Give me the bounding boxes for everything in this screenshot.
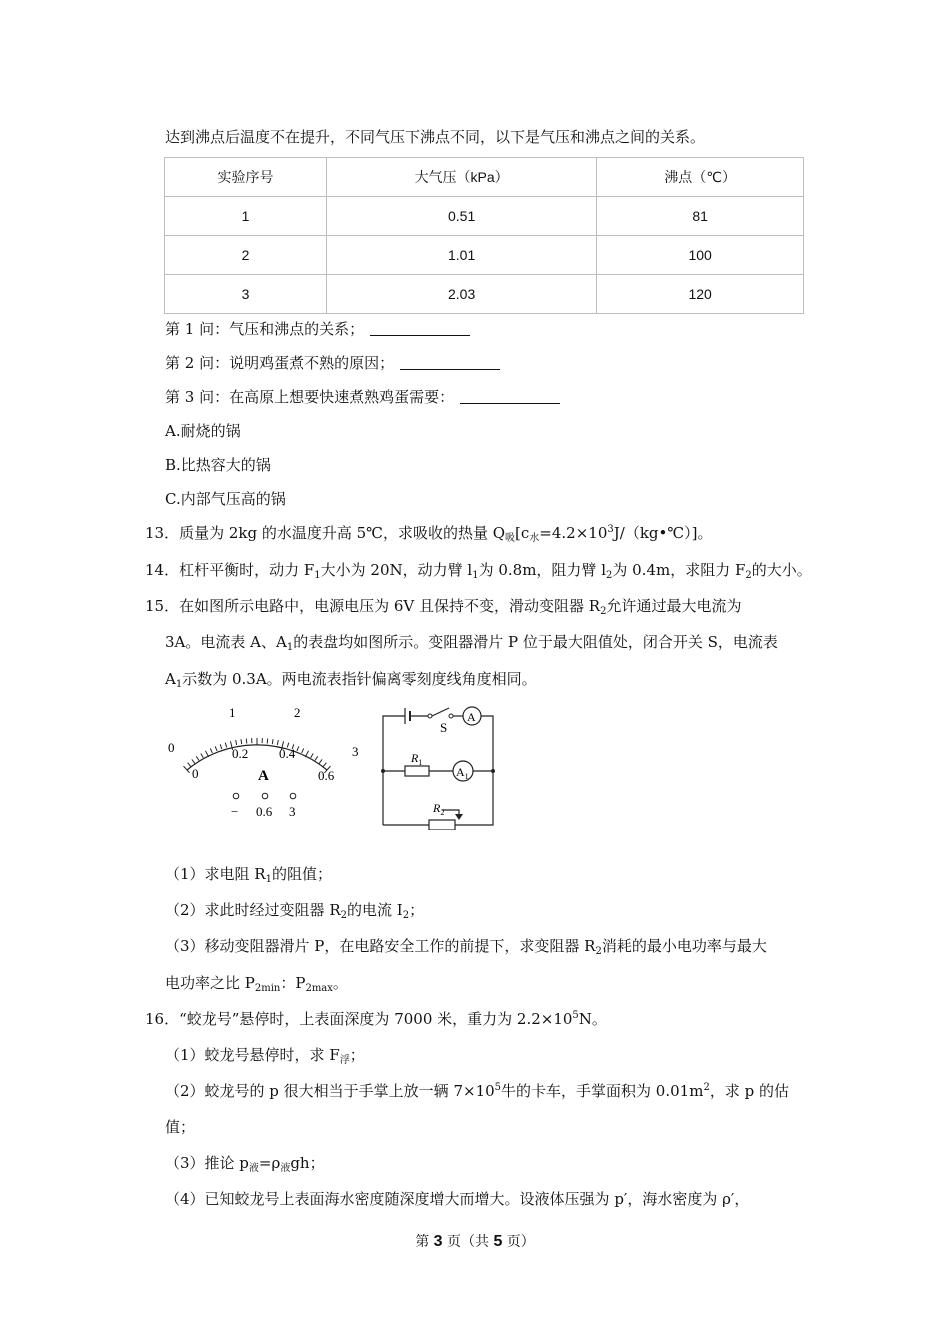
top-scale-label: 0: [168, 740, 175, 755]
table-cell: 0.51: [326, 197, 596, 236]
question-14: 14．杠杆平衡时，动力 $F_1$大小为 20N，动力臂 $l_1$为 0.8m，阻力臂 $l_2$为 0.4m，求阻力 $F_2$的大小。: [145, 561, 812, 581]
table-header-row: [165, 158, 804, 197]
dial-tick: [272, 739, 273, 744]
dial-tick: [196, 756, 199, 760]
ammeter-dial-figure: [162, 700, 362, 825]
switch-blade: [432, 708, 449, 716]
meter-unit-label: A: [258, 768, 269, 784]
r1-label: $R_1$: [411, 751, 423, 767]
dial-tick: [192, 759, 195, 763]
table-row: [165, 236, 804, 275]
page-footer: 第 3 页（共 5 页）: [415, 1233, 535, 1250]
table-cell: 120: [597, 275, 804, 314]
r2-label: $R_2$: [433, 801, 445, 817]
dial-tick: [319, 759, 322, 763]
option-b: B.比热容大的锅: [165, 456, 271, 474]
table-cell: 1: [165, 197, 327, 236]
dial-tick: [220, 744, 222, 749]
dial-tick: [236, 740, 237, 745]
top-scale-label: 1: [229, 705, 236, 720]
q16-part2-line1: （2）蛟龙号的 p 很大相当于手掌上放一辆 $7\times 10^5$牛的卡车，手掌面积为 $0.01m^2$，求 p 的估: [165, 1082, 789, 1100]
q16-part3: （3）推论 $p_液=\rho_液gh$；: [165, 1154, 325, 1174]
dial-tick: [241, 739, 242, 744]
dial-tick: [297, 746, 299, 751]
question-13: 13．质量为 2kg 的水温度升高 5℃，求吸收的热量 $Q_吸[c_水=4.2\times 10^3J/(kg•℃)]$。: [145, 524, 713, 544]
intro-text: 达到沸点后温度不在提升，不同气压下沸点不同，以下是气压和沸点之间的关系。: [165, 128, 706, 146]
terminal-3: [290, 793, 296, 799]
table-cell: 1.01: [326, 236, 596, 275]
dial-arc: [187, 745, 327, 770]
table-header: 实验序号: [165, 158, 327, 197]
q16-part2-line2: 值；: [165, 1118, 196, 1136]
junction-dot: [491, 769, 495, 773]
q15-part2: （2）求此时经过变阻器 $R_2$的电流 $I_2$；: [165, 901, 425, 921]
dial-tick: [311, 753, 314, 757]
terminal-label: 3: [289, 804, 296, 819]
top-scale-label: 2: [294, 705, 301, 720]
dial-tick: [323, 763, 326, 767]
q16-part4: （4）已知蛟龙号上表面海水密度随深度增大而增大。设液体压强为 p′，海水密度为 ρ′，: [165, 1190, 750, 1208]
pressure-boiling-table: [164, 157, 804, 314]
terminal-negative: [233, 793, 239, 799]
ammeter1-label: $A_1$: [456, 765, 469, 781]
option-a: A.耐烧的锅: [165, 422, 241, 440]
table-cell: 2: [165, 236, 327, 275]
terminal-label: 0.6: [256, 804, 273, 819]
bottom-scale-label: 0: [192, 766, 199, 781]
dial-tick: [184, 766, 190, 773]
question-15-line1: 15．在如图所示电路中，电源电压为 6V 且保持不变，滑动变阻器 $R_2$允许通过最大电流为: [145, 597, 742, 617]
dial-tick: [225, 743, 226, 748]
junction-dot: [381, 769, 385, 773]
q12-part1: 第 1 问：气压和沸点的关系；: [165, 319, 470, 339]
answer-blank[interactable]: [460, 389, 560, 404]
table-cell: 100: [597, 236, 804, 275]
bottom-scale-label: 0.6: [318, 768, 335, 783]
bottom-scale-label: 0.2: [232, 746, 249, 761]
question-16: 16．“蛟龙号”悬停时，上表面深度为 7000 米，重力为 $2.2\times 10^5N$。: [145, 1010, 607, 1028]
dial-tick: [188, 763, 191, 767]
q15-part3-line2: 电功率之比 $P_{2min}$：$P_{2max}$。: [165, 974, 348, 994]
switch-label: S: [440, 720, 448, 735]
dial-tick: [277, 740, 278, 745]
answer-blank[interactable]: [400, 355, 500, 370]
q12-part2: 第 2 问：说明鸡蛋煮不熟的原因；: [165, 353, 500, 373]
question-15-line2: 3A。电流表 A、$A_1$的表盘均如图所示。变阻器滑片 P 位于最大阻值处，闭合开关 S，电流表: [165, 633, 778, 653]
slider-arrow-icon: [455, 814, 463, 820]
question-15-line3: $A_1$示数为 0.3A。两电流表指针偏离零刻度线角度相同。: [165, 670, 537, 690]
switch-contact: [428, 714, 432, 718]
option-c: C.内部气压高的锅: [165, 490, 286, 508]
ammeter-label: A: [467, 710, 476, 724]
bottom-scale-label: 0.4: [279, 746, 296, 761]
terminal-0.6: [262, 793, 268, 799]
table-cell: 3: [165, 275, 327, 314]
q16-part1: （1）蛟龙号悬停时，求 $F_浮$；: [165, 1046, 365, 1066]
table-cell: 81: [597, 197, 804, 236]
dial-tick: [315, 756, 318, 760]
dial-tick: [201, 753, 204, 757]
table-row: [165, 275, 804, 314]
switch-contact: [449, 714, 453, 718]
answer-blank[interactable]: [370, 321, 470, 336]
resistor-r2: [429, 820, 455, 830]
table-cell: 2.03: [326, 275, 596, 314]
q15-part1: （1）求电阻 $R_1$的阻值；: [165, 865, 332, 885]
dial-ticks: [184, 738, 331, 773]
dial-tick: [215, 746, 217, 751]
dial-tick: [210, 748, 212, 753]
q15-part3-line1: （3）移动变阻器滑片 P，在电路安全工作的前提下，求变阻器 $R_2$消耗的最小电功率与最大: [165, 937, 767, 957]
table-row: [165, 197, 804, 236]
top-scale-label: 3: [352, 744, 359, 759]
q12-part3: 第 3 问：在高原上想要快速煮熟鸡蛋需要：: [165, 387, 560, 407]
resistor-r1: [405, 766, 429, 776]
dial-tick: [302, 748, 304, 753]
terminal-label: −: [231, 804, 239, 819]
table-header: 沸点（℃）: [597, 158, 804, 197]
circuit-diagram: [375, 700, 505, 830]
table-header: 大气压（kPa）: [326, 158, 596, 197]
